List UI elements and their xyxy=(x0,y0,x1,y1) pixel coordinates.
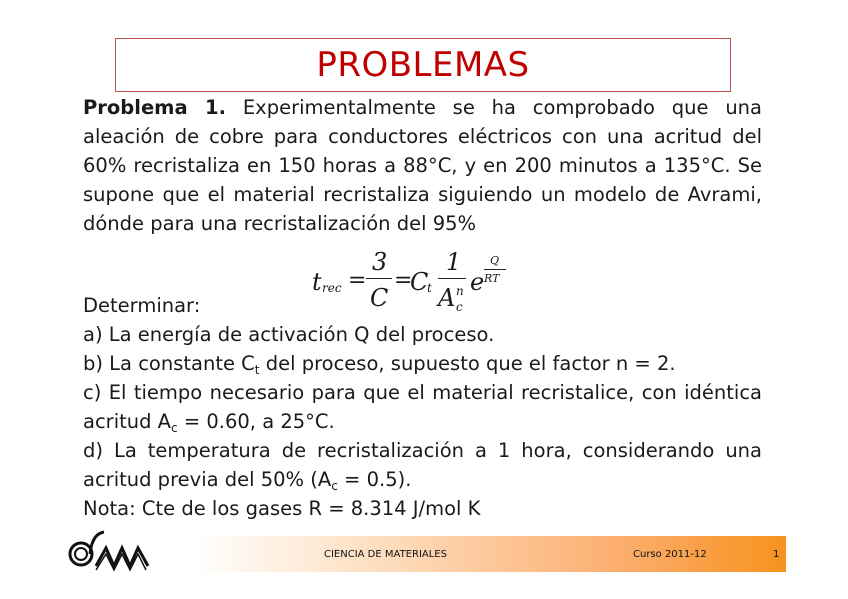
formula-C: C xyxy=(410,268,429,296)
formula-num1: 3 xyxy=(372,248,388,276)
formula-e: e xyxy=(470,268,485,296)
slide-title: PROBLEMAS xyxy=(316,45,530,85)
department-logo-icon xyxy=(66,526,150,572)
title-box xyxy=(115,38,731,92)
footer-year: Curso 2011-12 xyxy=(633,549,707,560)
formula-A-sup: n xyxy=(456,284,464,298)
formula-eq2: = xyxy=(394,268,413,293)
formula-eq1: = xyxy=(348,268,367,293)
determine-label: Determinar: xyxy=(83,294,201,317)
intro-line-1: Problema 1. Experimentalmente se ha comprobado que una xyxy=(83,96,762,119)
item-c-line2: acritud $A_c = 0.60$, a 25°C. xyxy=(83,410,335,435)
fraction-line-3 xyxy=(484,269,506,270)
formula-den1: C xyxy=(370,284,389,312)
item-c-line1: c) El tiempo necesario para que el material recristalice, con idéntica xyxy=(83,381,762,404)
formula-t: t xyxy=(312,268,322,296)
formula-C-sub: t xyxy=(427,281,432,295)
problem-label: Problema 1. xyxy=(83,96,227,119)
note: Nota: Cte de los gases R = 8.314 J/mol K xyxy=(83,497,481,520)
formula-t-sub: rec xyxy=(322,281,342,295)
item-b: b) La constante $C_t$ del proceso, supuesto que el factor n = 2. xyxy=(83,352,676,377)
formula-A: A xyxy=(438,284,456,312)
formula-exp-num: Q xyxy=(490,254,500,267)
formula-num2: 1 xyxy=(446,248,462,276)
footer-page-number: 1 xyxy=(773,549,780,560)
fraction-line-2 xyxy=(438,278,466,279)
fraction-line-1 xyxy=(366,278,392,279)
item-a: a) La energía de activación Q del proceso. xyxy=(83,323,495,346)
footer-course-name: CIENCIA DE MATERIALES xyxy=(324,549,447,560)
intro-line-3: 60% recristaliza en 150 horas a 88°C, y en 200 minutos a 135°C. Se xyxy=(83,154,762,177)
intro-line-4: supone que el material recristaliza siguiendo un modelo de Avrami, xyxy=(83,183,762,206)
intro-line-2: aleación de cobre para conductores eléctricos con una acritud del xyxy=(83,125,762,148)
formula-A-sub: c xyxy=(456,300,463,314)
intro-line-5: dónde para una recristalización del 95% xyxy=(83,212,477,235)
item-d-line2: acritud previa del 50% $(A_c = 0.5)$. xyxy=(83,468,412,493)
item-d-line1: d) La temperatura de recristalización a 1 hora, considerando una xyxy=(83,439,762,462)
formula-exp-den: RT xyxy=(484,272,500,285)
